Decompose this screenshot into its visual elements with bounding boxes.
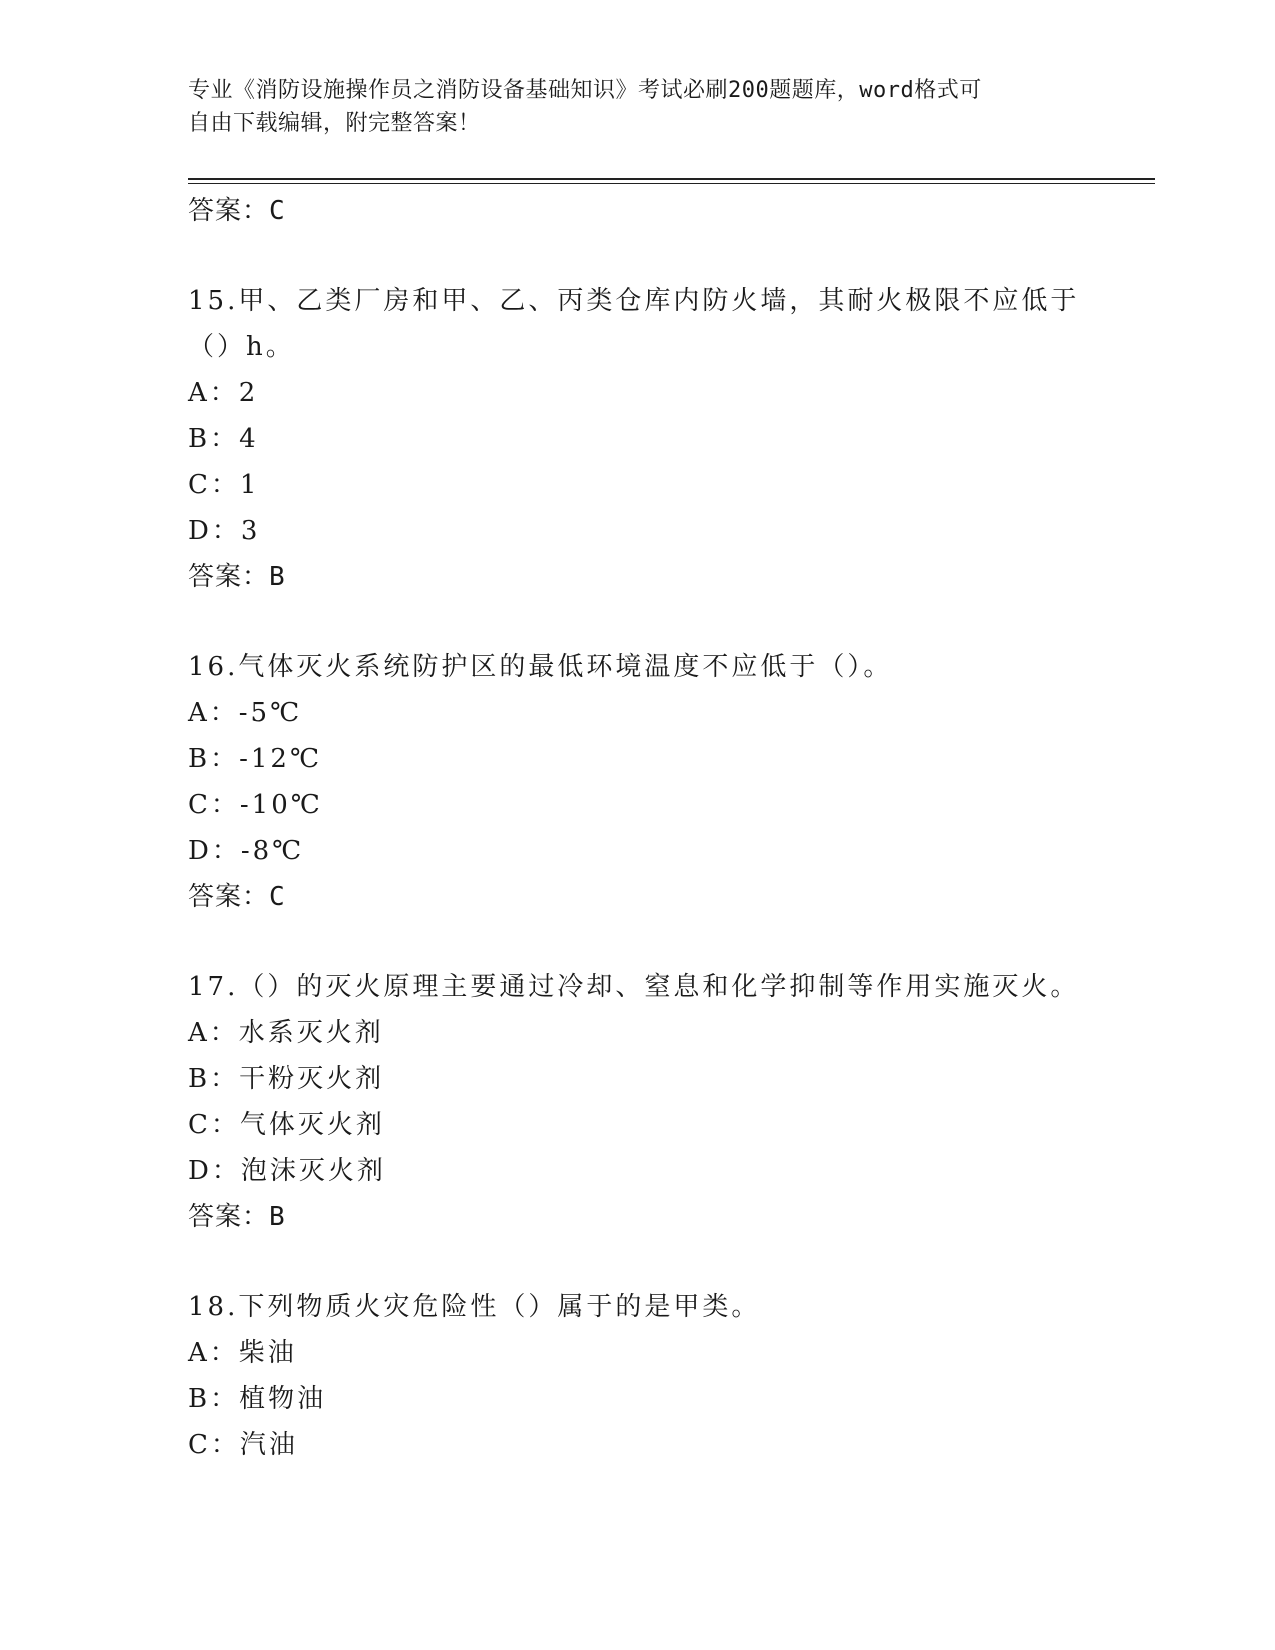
question-stem: 16.气体灭火系统防护区的最低环境温度不应低于（）。 bbox=[188, 652, 893, 682]
question-17 bbox=[188, 964, 1088, 1240]
option-b: B：植物油 bbox=[188, 1384, 327, 1414]
answer-line: 答案：B bbox=[188, 1202, 286, 1232]
answer-line: 答案：C bbox=[188, 196, 286, 226]
option-b: B：干粉灭火剂 bbox=[188, 1064, 385, 1094]
question-stem-continued: （）h。 bbox=[188, 332, 295, 362]
option-c: C：1 bbox=[188, 470, 260, 500]
option-d: D：泡沫灭火剂 bbox=[188, 1156, 386, 1186]
header-divider bbox=[188, 178, 1155, 180]
question-stem: 17.（）的灭火原理主要通过冷却、窒息和化学抑制等作用实施灭火。 bbox=[188, 972, 1080, 1002]
document-header bbox=[188, 74, 1068, 140]
option-b: B：4 bbox=[188, 424, 259, 454]
answer-line: 答案：B bbox=[188, 562, 286, 592]
header-line-2: 自由下载编辑，附完整答案！ bbox=[188, 111, 481, 136]
header-divider-thin bbox=[188, 183, 1155, 184]
option-a: A：2 bbox=[188, 378, 259, 408]
question-stem: 18.下列物质火灾危险性（）属于的是甲类。 bbox=[188, 1292, 761, 1322]
option-d: D：-8℃ bbox=[188, 836, 305, 866]
option-a: A：水系灭火剂 bbox=[188, 1018, 384, 1048]
option-c: C：气体灭火剂 bbox=[188, 1110, 385, 1140]
header-line-1: 专业《消防设施操作员之消防设备基础知识》考试必刷200题题库，word格式可 bbox=[188, 78, 982, 103]
option-c: C：-10℃ bbox=[188, 790, 323, 820]
answer-line: 答案：C bbox=[188, 882, 286, 912]
option-b: B：-12℃ bbox=[188, 744, 323, 774]
option-c: C：汽油 bbox=[188, 1430, 298, 1460]
option-a: A：柴油 bbox=[188, 1338, 297, 1368]
question-stem: 15.甲、乙类厂房和甲、乙、丙类仓库内防火墙，其耐火极限不应低于 bbox=[188, 286, 1080, 316]
question-list bbox=[188, 188, 1088, 1468]
option-a: A：-5℃ bbox=[188, 698, 303, 728]
option-d: D：3 bbox=[188, 516, 261, 546]
question-15 bbox=[188, 278, 1088, 600]
question-18 bbox=[188, 1284, 1088, 1468]
question-16 bbox=[188, 644, 1088, 920]
